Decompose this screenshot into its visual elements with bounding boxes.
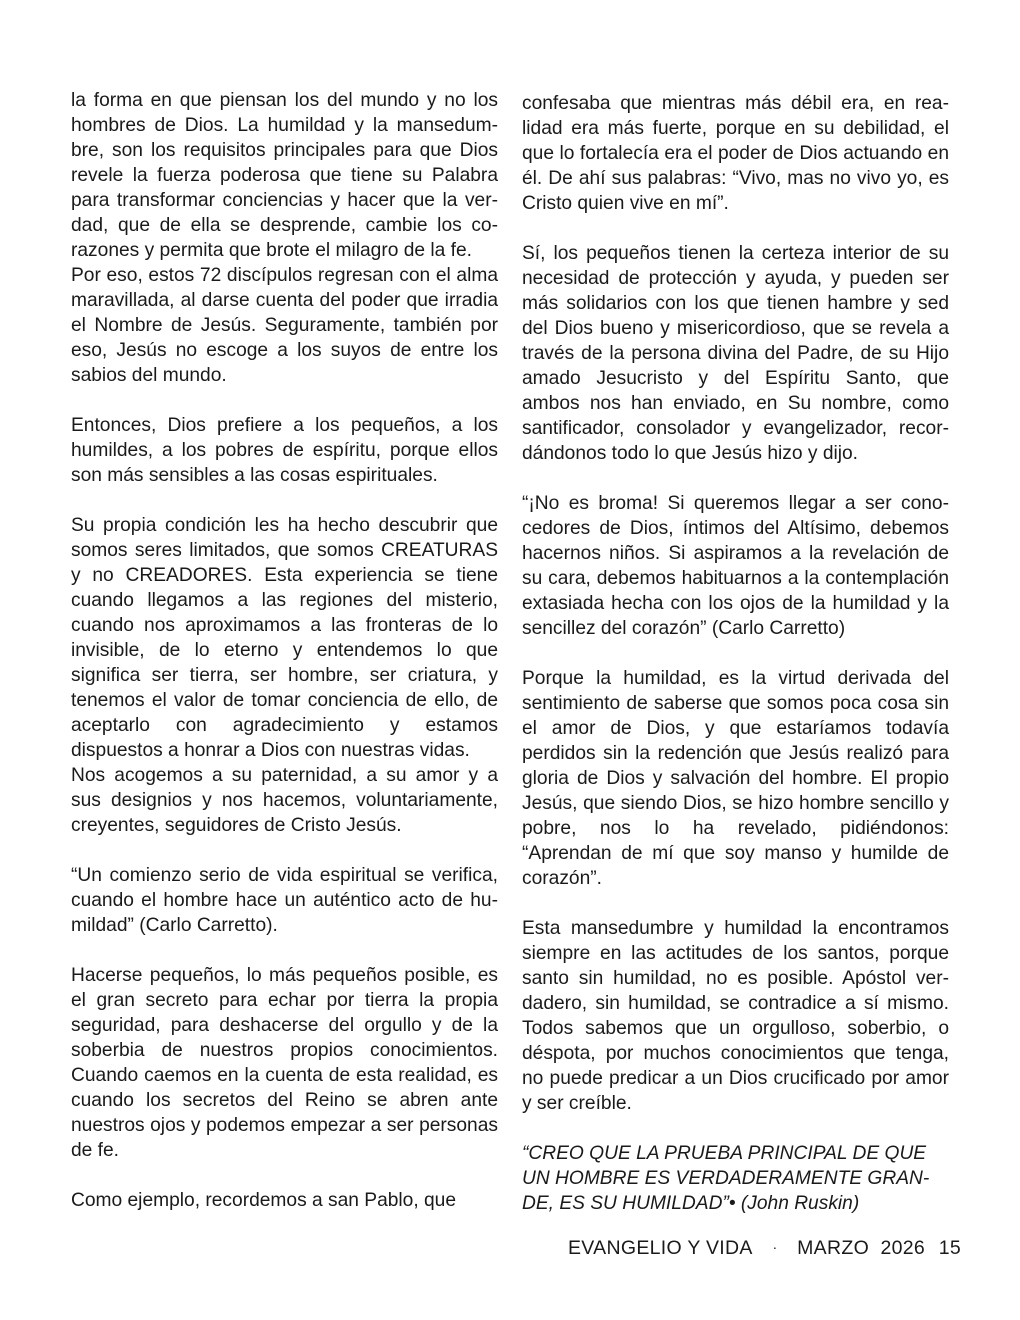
page-footer — [568, 1237, 962, 1260]
quote-paragraph: “¡No es broma! Si queremos llegar a ser conocedores de Dios, íntimos del Altísimo, debemos hacernos niños. Si aspiramos a la revelación de su cara, debemos habituarnos a la contemplación extasiada hecha con los ojos de la humildad y la sencillez del corazón” (Carlo Carretto) — [522, 493, 949, 639]
paragraph: Como ejemplo, recordemos a san Pablo, que — [71, 1190, 457, 1211]
left-column — [71, 88, 498, 1238]
issue-date: MARZO 2026 — [797, 1237, 926, 1259]
quote-paragraph: “Un comienzo serio de vida espiritual se verifica, cuando el hombre hace un auténtico acto de humildad” (Carlo Carretto). — [71, 865, 498, 936]
magazine-title: EVANGELIO Y VIDA — [568, 1237, 753, 1259]
paragraph: Porque la humildad, es la virtud derivada del sentimiento de saberse que somos poca cosa sin el amor de Dios, y que estaríamos todavía perdidos sin la redención que Jesús realizó para gloria de Dios y salvación del hombre. El propio Jesús, que siendo Dios, se hizo hombre sencillo y pobre, nos lo ha revelado, pidiéndonos: “Aprendan de mí que soy manso y humilde de corazón”. — [522, 668, 949, 889]
right-column — [522, 91, 949, 1241]
paragraph: Sí, los pequeños tienen la certeza interior de su necesidad de protección y ayuda, y pueden ser más solidarios con los que tienen hambre y sed del Dios bueno y misericordioso, que se revela a través de la persona divina del Padre, de su Hijo amado Jesucristo y del Espíritu Santo, que ambos nos han enviado, en Su nombre, como santificador, consolador y evangelizador, recordándonos todo lo que Jesús hizo y dijo. — [522, 243, 949, 464]
footer-separator: · — [772, 1239, 778, 1255]
paragraph: Su propia condición les ha hecho descubrir que somos seres limitados, que somos CREATURAS y no CREADORES. Esta experiencia se tiene cuando llegamos a las regiones del misterio, cuando nos aproximamos a las fronteras de lo invisible, de lo eterno y entendemos lo que significa ser tierra, ser hombre, ser criatura, y tenemos el valor de tomar conciencia de ello, de aceptarlo con agradecimiento y estamos dispuestos a honrar a Dios con nuestras vidas. — [71, 515, 498, 761]
page-number: 15 — [938, 1237, 962, 1259]
paragraph: Entonces, Dios prefiere a los pequeños, a los humildes, a los pobres de espíritu, porque ellos son más sensibles a las cosas espirituales. — [71, 415, 498, 486]
paragraph: Por eso, estos 72 discípulos regresan con el alma maravillada, al darse cuenta del poder que irradia el Nombre de Jesús. Seguramente, también por eso, Jesús no escoge a los suyos de entre los sabios del mundo. — [71, 265, 498, 386]
paragraph: la forma en que piensan los del mundo y no los hombres de Dios. La humildad y la mansedumbre, son los requisitos principales para que Dios revele la fuerza poderosa que tiene su Palabra para transformar conciencias y hacer que la verdad, que de ella se desprende, cambie los corazones y permita que brote el milagro de la fe. — [71, 90, 498, 261]
paragraph: confesaba que mientras más débil era, en realidad era más fuerte, porque en su debilidad, el que lo fortalecía era el poder de Dios actuando en él. De ahí sus palabras: “Vivo, mas no vivo yo, es Cristo quien vive en mí”. — [522, 93, 949, 214]
closing-quote: “CREO QUE LA PRUEBA PRINCIPAL DE QUE UN HOMBRE ES VERDADERAMENTE GRANDE, ES SU HUMILDAD”• (John Ruskin) — [522, 1143, 930, 1214]
paragraph: Nos acogemos a su paternidad, a su amor y a sus designios y nos hacemos, voluntariamente, creyentes, seguidores de Cristo Jesús. — [71, 765, 498, 836]
paragraph: Esta mansedumbre y humildad la encontramos siempre en las actitudes de los santos, porque santo sin humildad, no es posible. Apóstol verdadero, sin humildad, se contradice a sí mismo. Todos sabemos que un orgulloso, soberbio, o déspota, por muchos conocimientos que tenga, no puede predicar a un Dios crucificado por amor y ser creíble. — [522, 918, 949, 1114]
paragraph: Hacerse pequeños, lo más pequeños posible, es el gran secreto para echar por tierra la propia seguridad, para deshacerse del orgullo y de la soberbia de nuestros propios conocimientos. Cuando caemos en la cuenta de esta realidad, es cuando los secretos del Reino se abren ante nuestros ojos y podemos empezar a ser personas de fe. — [71, 965, 498, 1161]
